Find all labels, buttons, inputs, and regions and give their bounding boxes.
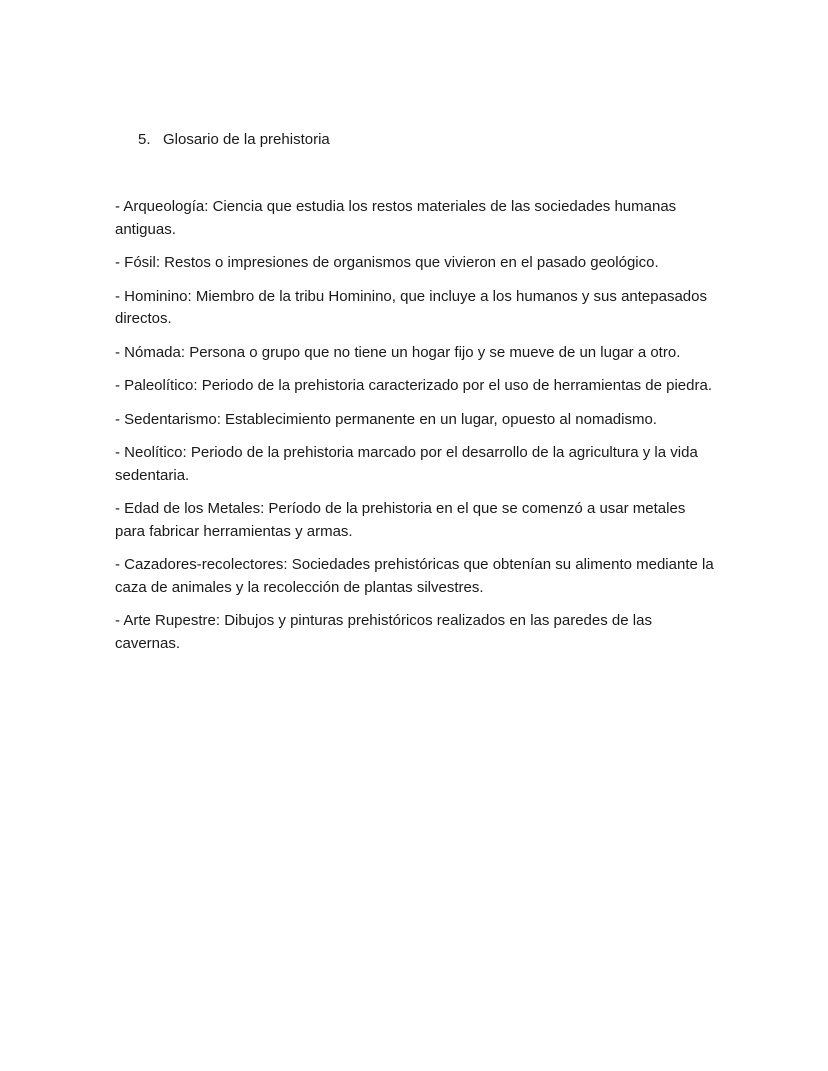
section-number: 5.: [138, 131, 151, 148]
glossary-entry-paleolitico: - Paleolítico: Periodo de la prehistoria caracterizado por el uso de herramientas de piedra.: [115, 377, 712, 394]
section-heading: [138, 129, 330, 151]
glossary-entry-arqueologia: - Arqueología: Ciencia que estudia los restos materiales de las sociedades humanas antiguas.: [115, 198, 677, 238]
glossary-entry-edad-de-los-metales: - Edad de los Metales: Período de la prehistoria en el que se comenzó a usar metales para fabricar herramientas y armas.: [115, 500, 686, 540]
glossary-entry-cazadores-recolectores: - Cazadores-recolectores: Sociedades prehistóricas que obtenían su alimento mediante la caza de animales y la recolección de plantas silvestres.: [115, 556, 714, 596]
glossary-entry-fosil: - Fósil: Restos o impresiones de organismos que vivieron en el pasado geológico.: [115, 254, 659, 271]
glossary-entry-sedentarismo: - Sedentarismo: Establecimiento permanente en un lugar, opuesto al nomadismo.: [115, 410, 657, 428]
section-title: Glosario de la prehistoria: [163, 131, 330, 148]
glossary-entry-neolitico: - Neolítico: Periodo de la prehistoria marcado por el desarrollo de la agricultura y la vida sedentaria.: [115, 444, 698, 484]
glossary-entry-hominino: - Hominino: Miembro de la tribu Hominino, que incluye a los humanos y sus antepasados directos.: [115, 287, 707, 327]
glossary-entry-nomada: - Nómada: Persona o grupo que no tiene un hogar fijo y se mueve de un lugar a otro.: [115, 343, 681, 361]
glossary-list: [115, 196, 715, 666]
glossary-entry-arte-rupestre: - Arte Rupestre: Dibujos y pinturas prehistóricos realizados en las paredes de las cavernas.: [115, 612, 652, 652]
